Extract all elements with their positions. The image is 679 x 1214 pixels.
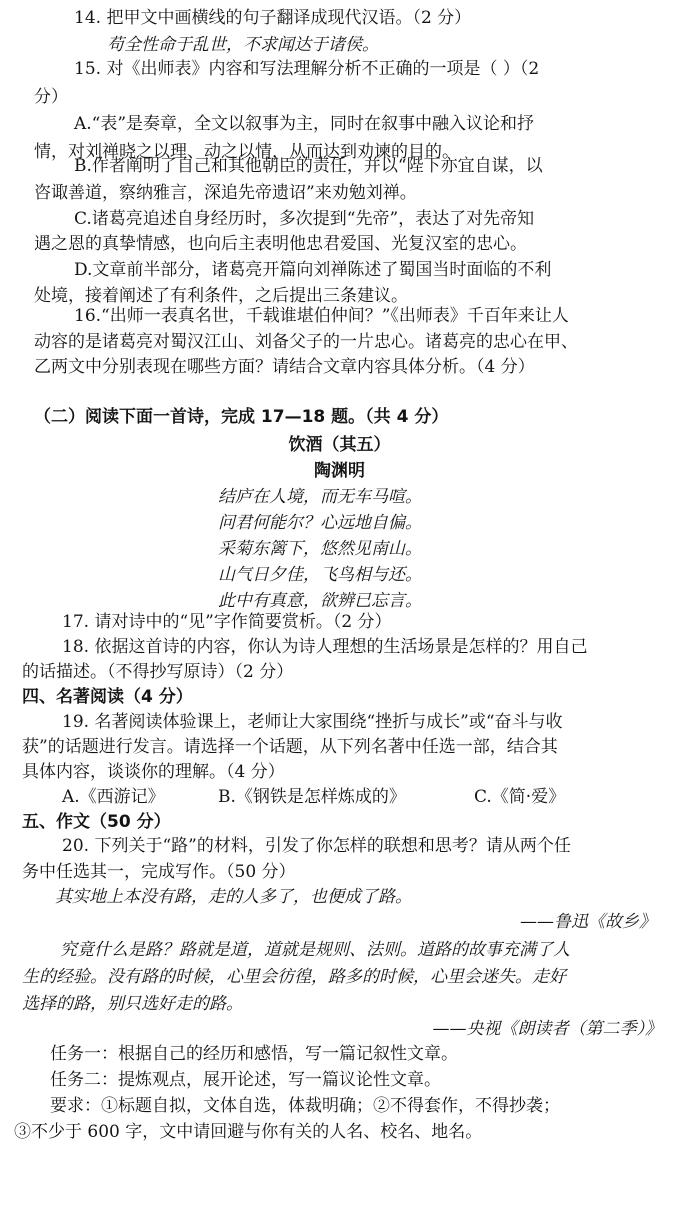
section5-heading: 五、作文（50 分）: [22, 812, 171, 832]
quote1: 其实地上本没有路，走的人多了，也便成了路。: [55, 887, 412, 907]
poem-line: 采菊东篱下，悠然见南山。: [218, 539, 422, 559]
quote2-line1: 究竟什么是路？路就是道，道就是规则、法则。道路的故事充满了人: [60, 940, 570, 960]
q14-sentence: 苟全性命于乱世，不求闻达于诸侯。: [107, 35, 379, 55]
q17-line1: 17. 请对诗中的“见”字作简要赏析。（2 分）: [62, 612, 392, 632]
q15-option-c-line1: C.诸葛亮追述自身经历时，多次提到“先帝”，表达了对先帝知: [74, 209, 535, 229]
q15-option-a-line2: 情，对刘禅晓之以理、动之以情，从而达到劝谏的目的。: [34, 142, 459, 162]
q14-line1: 14. 把甲文中画横线的句子翻译成现代汉语。（2 分）: [74, 8, 472, 28]
quote2-line2: 生的经验。没有路的时候，心里会彷徨，路多的时候，心里会迷失。走好: [22, 967, 566, 987]
poem-line: 问君何能尔？心远地自偏。: [218, 513, 422, 533]
section4-heading: 四、名著阅读（4 分）: [22, 687, 193, 707]
poem-line: 山气日夕佳，飞鸟相与还。: [218, 565, 422, 585]
task2: 任务二：提炼观点，展开论述，写一篇议论性文章。: [50, 1070, 441, 1090]
q19-line3: 具体内容，谈谈你的理解。（4 分）: [22, 762, 285, 782]
poem-author: 陶渊明: [314, 461, 365, 481]
task1: 任务一：根据自己的经历和感悟，写一篇记叙性文章。: [50, 1044, 458, 1064]
q15-option-a-line1: A.“表”是奏章，全文以叙事为主，同时在叙事中融入议论和抒: [74, 114, 535, 134]
q19-option-c: C.《简·爱》: [474, 787, 566, 807]
section2-heading: （二）阅读下面一首诗，完成 17—18 题。（共 4 分）: [34, 407, 449, 427]
q19-line1: 19. 名著阅读体验课上，老师让大家围绕“挫折与成长”或“奋斗与收: [62, 712, 563, 732]
q19-option-a: A.《西游记》: [62, 787, 165, 807]
q20-line1: 20. 下列关于“路”的材料，引发了你怎样的联想和思考？请从两个任: [62, 836, 571, 856]
q20-line2: 务中任选其一，完成写作。（50 分）: [22, 862, 296, 882]
q15-option-b-line2: 咨诹善道，察纳雅言，深追先帝遗诏”来劝勉刘禅。: [34, 183, 417, 203]
poem-title: 饮酒（其五）: [288, 435, 391, 455]
q16-line2: 动容的是诸葛亮对蜀汉江山、刘备父子的一片忠心。诸葛亮的忠心在甲、: [34, 332, 578, 352]
q16-line3: 乙两文中分别表现在哪些方面？请结合文章内容具体分析。（4 分）: [34, 357, 535, 377]
requirement-line2: ③不少于 600 字，文中请回避与你有关的人名、校名、地名。: [14, 1122, 483, 1142]
quote1-source: ——鲁迅《故乡》: [520, 912, 656, 932]
q16-line1: 16.“出师一表真名世，千载谁堪伯仲间？”《出师表》千百年来让人: [74, 306, 569, 326]
q15-option-d-line2: 处境，接着阐述了有利条件，之后提出三条建议。: [34, 286, 408, 306]
quote2-source: ——央视《朗读者（第二季）》: [432, 1019, 662, 1039]
q19-line2: 获”的话题进行发言。请选择一个话题，从下列名著中任选一部，结合其: [22, 737, 558, 757]
q19-option-b: B.《钢铁是怎样炼成的》: [218, 787, 406, 807]
poem-line: 结庐在人境，而无车马喧。: [218, 487, 422, 507]
q18-line2: 的话描述。（不得抄写原诗）（2 分）: [22, 662, 294, 682]
q18-line1: 18. 依据这首诗的内容，你认为诗人理想的生活场景是怎样的？用自己: [62, 637, 588, 657]
q15-line1: 15. 对《出师表》内容和写法理解分析不正确的一项是（ ）（2: [74, 59, 540, 79]
q15-line2: 分）: [34, 87, 68, 107]
q15-option-b-line1: B.作者阐明了自己和其他朝臣的责任，并以“陛下亦宜自谋，以: [74, 156, 543, 176]
requirement-line1: 要求：①标题自拟，文体自选，体裁明确；②不得套作，不得抄袭；: [50, 1096, 560, 1116]
q15-option-d-line1: D.文章前半部分，诸葛亮开篇向刘禅陈述了蜀国当时面临的不利: [74, 260, 552, 280]
poem-line: 此中有真意，欲辨已忘言。: [218, 591, 422, 611]
q15-option-c-line2: 遇之恩的真挚情感，也向后主表明他忠君爱国、光复汉室的忠心。: [34, 234, 527, 254]
quote2-line3: 选择的路，别只选好走的路。: [22, 994, 243, 1014]
